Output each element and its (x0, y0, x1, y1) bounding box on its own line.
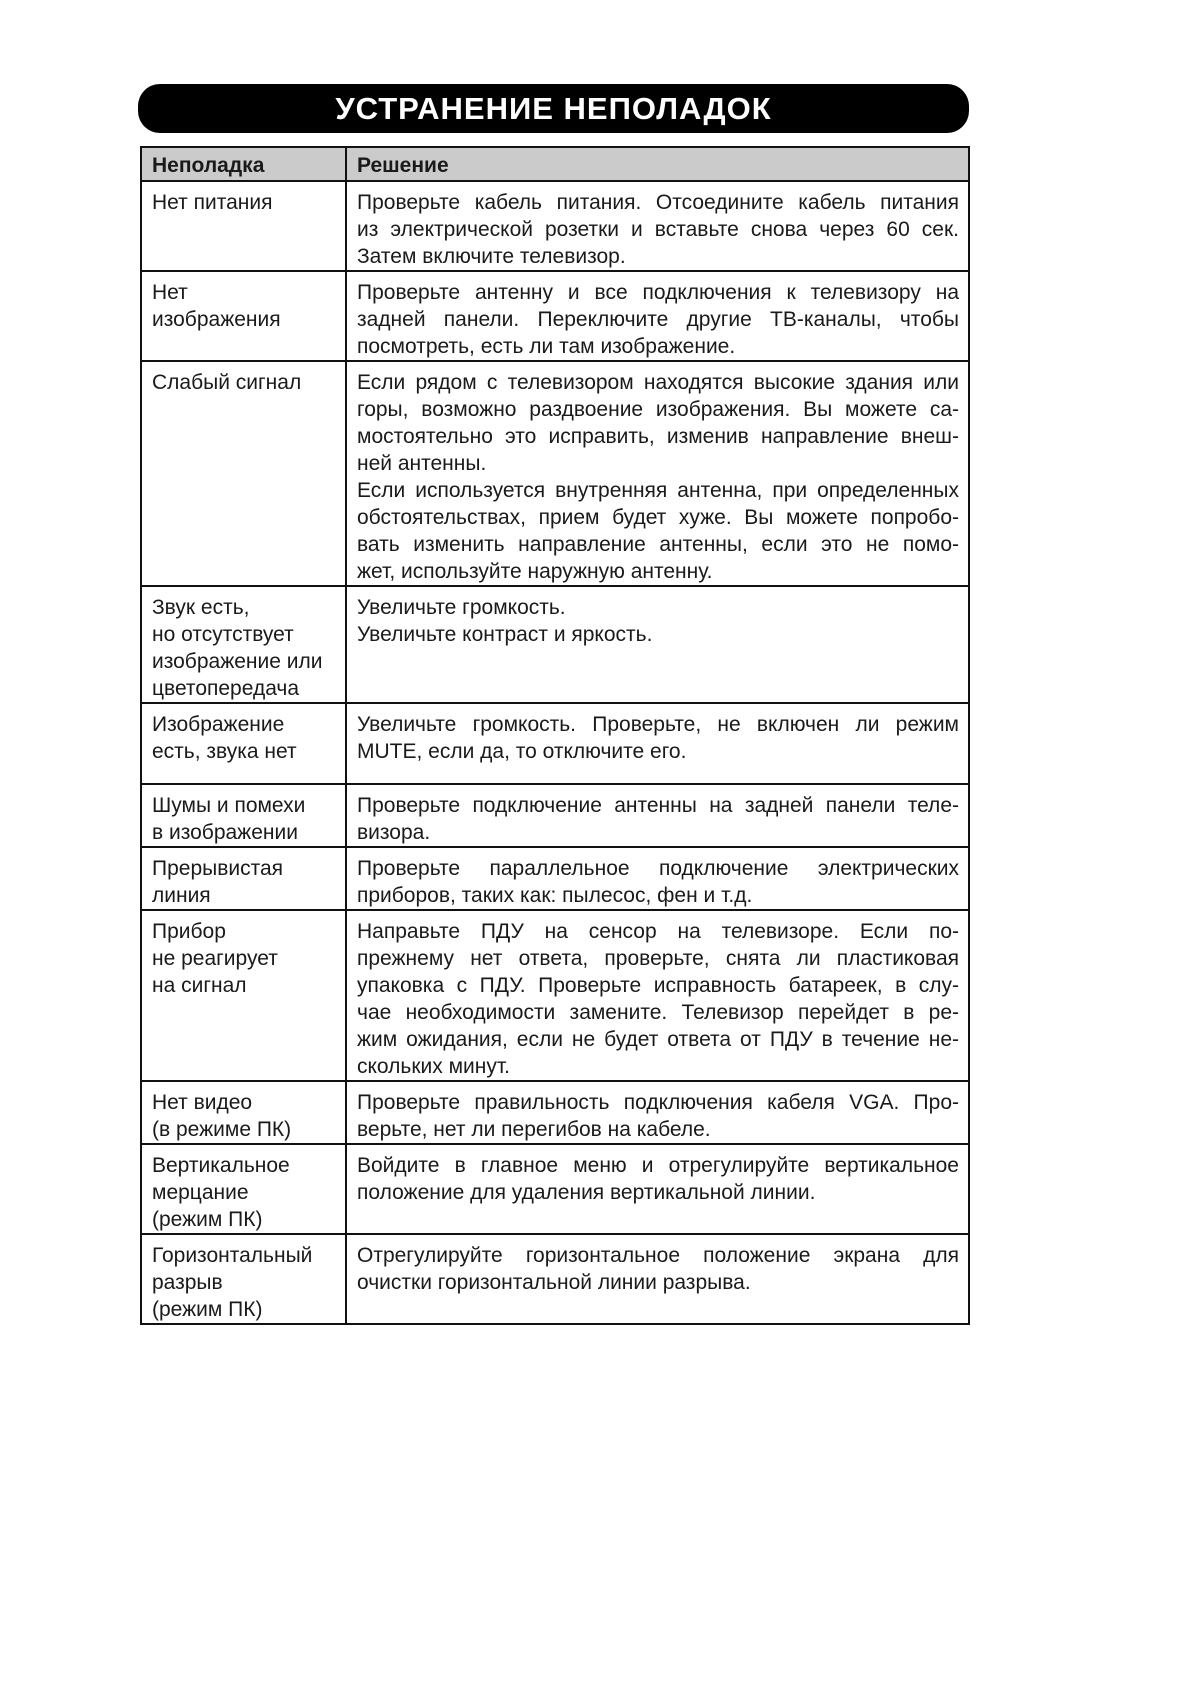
problem-text: Нет (152, 281, 188, 304)
problem-text: Нет питания (152, 191, 273, 214)
problem-text: не реагирует (152, 947, 278, 970)
solution-text: горы, возможно раздвоение изображения. Вы можете са- (357, 398, 959, 421)
table-row (141, 1144, 969, 1234)
problem-cell (141, 361, 346, 586)
solution-text: чае необходимости замените. Телевизор перейдет в ре- (357, 1001, 959, 1024)
solution-text: Проверьте кабель питания. Отсоедините кабель питания (357, 191, 959, 214)
problem-text: линия (152, 884, 211, 907)
solution-text: жим ожидания, если не будет ответа от ПДУ в течение не- (357, 1028, 959, 1051)
solution-cell (346, 910, 969, 1081)
problem-cell (141, 784, 346, 847)
table-row (141, 586, 969, 703)
problem-cell (141, 910, 346, 1081)
table-row (141, 271, 969, 361)
table-header-row (141, 147, 969, 181)
problem-text: цветопередача (152, 677, 300, 700)
solution-text: визора. (357, 821, 431, 844)
solution-cell (346, 181, 969, 271)
solution-text: верьте, нет ли перегибов на кабеле. (357, 1118, 711, 1141)
solution-text: скольких минут. (357, 1055, 510, 1078)
solution-cell (346, 586, 969, 703)
problem-text: Прерывистая (152, 857, 284, 880)
problem-cell (141, 847, 346, 910)
problem-text: Вертикальное (152, 1154, 290, 1177)
solution-text: Увеличьте громкость. (357, 596, 566, 619)
solution-text: обстоятельствах, прием будет хуже. Вы можете попробо- (357, 506, 959, 529)
page-title: УСТРАНЕНИЕ НЕПОЛАДОК (138, 84, 969, 133)
problem-text: (режим ПК) (152, 1208, 263, 1231)
solution-text: Отрегулируйте горизонтальное положение экрана для (357, 1244, 959, 1267)
problem-text: изображения (152, 308, 281, 331)
problem-text: в изображении (152, 821, 298, 844)
solution-text: Проверьте правильность подключения кабеля VGA. Про- (357, 1091, 959, 1114)
solution-text: Проверьте подключение антенны на задней панели теле- (357, 794, 959, 817)
solution-text: Увеличьте контраст и яркость. (357, 623, 653, 646)
problem-cell (141, 703, 346, 784)
solution-text: Если используется внутренняя антенна, при определенных (357, 479, 959, 502)
problem-text: Шумы и помехи (152, 794, 306, 817)
solution-text: очистки горизонтальной линии разрыва. (357, 1271, 751, 1294)
table-row (141, 910, 969, 1081)
troubleshooting-table (140, 146, 970, 1325)
problem-text: Горизонтальный (152, 1244, 313, 1267)
problem-text: но отсутствует (152, 623, 294, 646)
table-row (141, 847, 969, 910)
table-row (141, 784, 969, 847)
problem-text: на сигнал (152, 974, 247, 997)
table-row (141, 361, 969, 586)
problem-text: разрыв (152, 1271, 223, 1294)
solution-cell (346, 1234, 969, 1324)
problem-text: Слабый сигнал (152, 371, 302, 394)
problem-text: изображение или (152, 650, 323, 673)
solution-text: вать изменить направление антенны, если это не помо- (357, 533, 959, 556)
solution-text: Затем включите телевизор. (357, 245, 626, 268)
header-problem: Неполадка (141, 147, 346, 181)
solution-cell (346, 1144, 969, 1234)
solution-cell (346, 1081, 969, 1144)
solution-cell (346, 361, 969, 586)
solution-text: из электрической розетки и вставьте снова через 60 сек. (357, 218, 959, 241)
solution-text: жет, используйте наружную антенну. (357, 560, 713, 583)
solution-text: упаковка с ПДУ. Проверьте исправность батареек, в слу- (357, 974, 959, 997)
problem-cell (141, 1144, 346, 1234)
solution-text: MUTE, если да, то отключите его. (357, 740, 687, 763)
table-row (141, 181, 969, 271)
solution-text: Направьте ПДУ на сенсор на телевизоре. Если по- (357, 920, 959, 943)
problem-cell (141, 586, 346, 703)
solution-cell (346, 784, 969, 847)
solution-text: Проверьте параллельное подключение электрических (357, 857, 959, 880)
solution-cell (346, 847, 969, 910)
problem-cell (141, 1081, 346, 1144)
solution-text: положение для удаления вертикальной линии. (357, 1181, 816, 1204)
solution-text: мостоятельно это исправить, изменив направление внеш- (357, 425, 959, 448)
solution-text: Войдите в главное меню и отрегулируйте вертикальное (357, 1154, 959, 1177)
problem-text: Нет видео (152, 1091, 253, 1114)
problem-text: есть, звука нет (152, 740, 297, 763)
header-solution: Решение (346, 147, 969, 181)
solution-text: ней антенны. (357, 452, 487, 475)
table-row (141, 1081, 969, 1144)
solution-text: посмотреть, есть ли там изображение. (357, 335, 736, 358)
solution-cell (346, 703, 969, 784)
problem-cell (141, 271, 346, 361)
table-row (141, 1234, 969, 1324)
solution-text: приборов, таких как: пылесос, фен и т.д. (357, 884, 753, 907)
table-body (141, 181, 969, 1324)
problem-text: Звук есть, (152, 596, 250, 619)
solution-text: прежнему нет ответа, проверьте, снята ли пластиковая (357, 947, 959, 970)
solution-cell (346, 271, 969, 361)
problem-cell (141, 1234, 346, 1324)
solution-text: задней панели. Переключите другие ТВ-каналы, чтобы (357, 308, 959, 331)
problem-cell (141, 181, 346, 271)
solution-text: Если рядом с телевизором находятся высокие здания или (357, 371, 959, 394)
problem-text: (в режиме ПК) (152, 1118, 292, 1141)
problem-text: Изображение (152, 713, 285, 736)
solution-text: Увеличьте громкость. Проверьте, не включен ли режим (357, 713, 959, 736)
solution-text: Проверьте антенну и все подключения к телевизору на (357, 281, 959, 304)
table-row (141, 703, 969, 784)
problem-text: мерцание (152, 1181, 249, 1204)
problem-text: (режим ПК) (152, 1298, 263, 1321)
problem-text: Прибор (152, 920, 226, 943)
